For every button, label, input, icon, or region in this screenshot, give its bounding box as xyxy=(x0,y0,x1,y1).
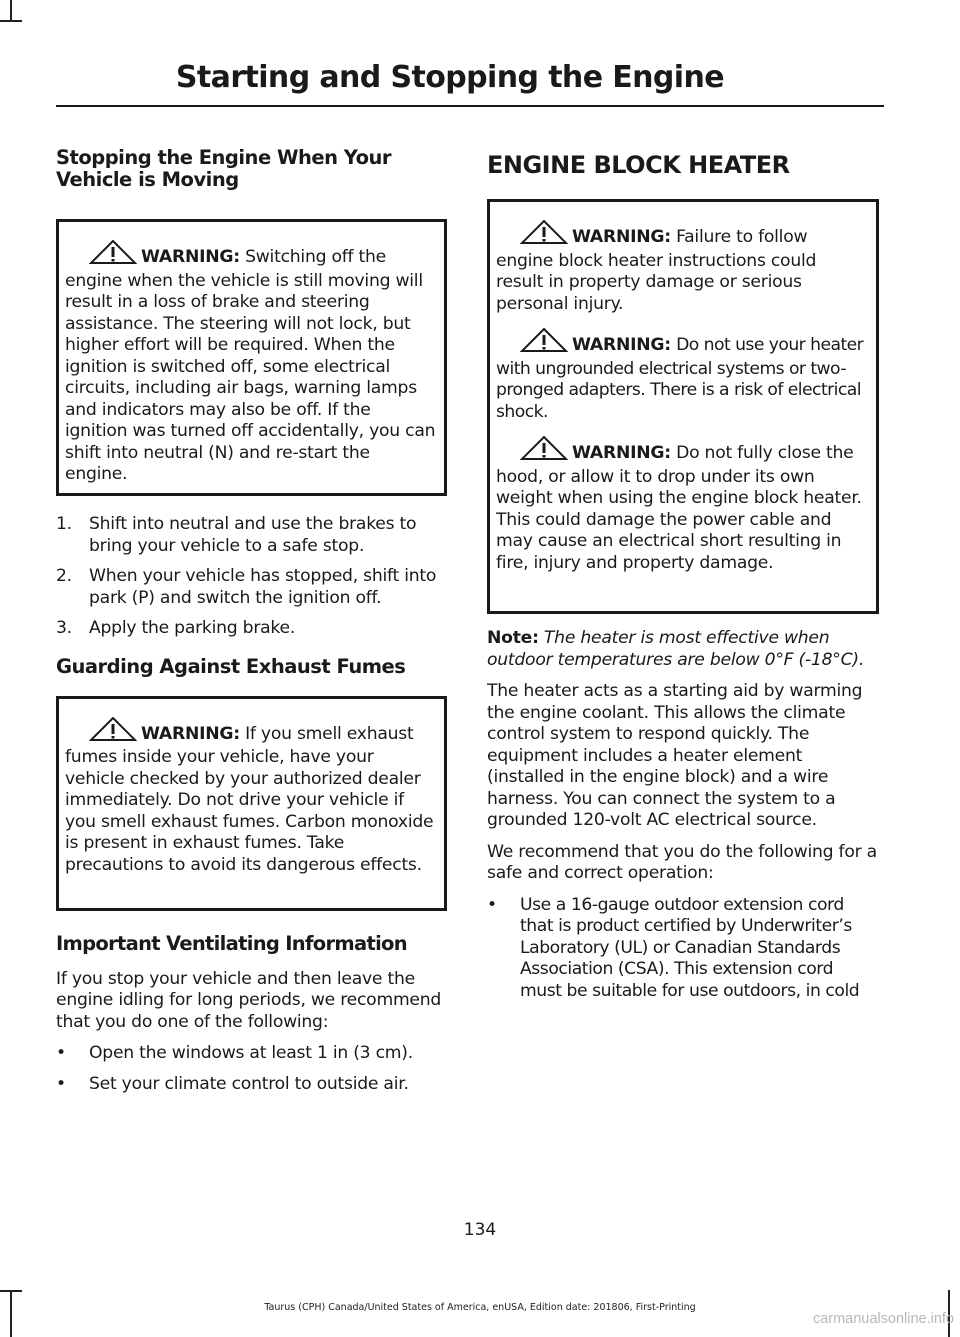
list-item-text: When your vehicle has stopped, shift into park (P) and switch the ignition off. xyxy=(89,566,437,608)
warning-triangle-icon xyxy=(520,220,568,251)
list-item xyxy=(56,514,447,557)
warning-label: WARNING: xyxy=(572,443,671,463)
right-column xyxy=(487,147,879,1002)
list-item-text: Apply the parking brake. xyxy=(89,618,296,638)
warning-item xyxy=(496,328,868,423)
warning-label: WARNING: xyxy=(572,227,671,247)
crop-mark xyxy=(0,1290,22,1292)
heater-bullets xyxy=(487,895,879,1003)
warning-text: Do not use your heater with ungrounded electrical systems or two-pronged adapters. There is a risk of electrical shock. xyxy=(496,335,864,422)
warning-text: Switching off the engine when the vehicle is still moving will result in a loss of brake and steering assistance. The steering will not lock, but higher effort will be required. When the ignition is switched off, some electrical circuits, including air bags, warning lamps and indicators may also be off. If the ignition was turned off accidentally, you can shift into neutral (N) and re-start the engine. xyxy=(65,247,436,484)
warning-label: WARNING: xyxy=(141,723,240,744)
header-rule xyxy=(56,105,884,107)
warning-label: WARNING: xyxy=(141,247,240,267)
list-item-text: Set your climate control to outside air. xyxy=(89,1073,409,1094)
warning-item xyxy=(496,436,868,574)
list-marker: • xyxy=(487,894,497,915)
warning-triangle-icon xyxy=(520,436,568,467)
list-item xyxy=(487,895,879,1003)
list-marker: 2. xyxy=(56,566,72,586)
watermark: carmanualsonline.info xyxy=(812,1311,954,1327)
ventilating-heading: Important Ventilating Information xyxy=(56,931,407,955)
note-text: The heater is most effective when outdoor temperatures are below 0°F (-18°C). xyxy=(487,628,865,670)
page-number: 134 xyxy=(463,1220,497,1240)
crop-mark xyxy=(0,20,22,22)
list-marker: • xyxy=(56,1073,66,1094)
warning-label: WARNING: xyxy=(572,335,671,355)
list-marker: 1. xyxy=(56,514,72,534)
warning-triangle-icon xyxy=(89,240,137,271)
engine-block-heater-heading: ENGINE BLOCK HEATER xyxy=(487,151,790,179)
list-marker: • xyxy=(56,1043,66,1063)
list-item-text: Shift into neutral and use the brakes to bring your vehicle to a safe stop. xyxy=(89,514,417,556)
list-item-text: Open the windows at least 1 in (3 cm). xyxy=(89,1043,413,1063)
list-item xyxy=(56,1043,447,1065)
heater-description: The heater acts as a starting aid by warming the engine coolant. This allows the climate control system to respond quickly. The equipment includes a heater element (installed in the engine block) and a wire harness. You can connect the system to a grounded 120-volt AC electrical source. xyxy=(487,681,863,830)
exhaust-heading: Guarding Against Exhaust Fumes xyxy=(56,654,406,678)
stopping-warning-box xyxy=(56,219,447,496)
list-item xyxy=(56,1074,447,1096)
warning-text: Failure to follow engine block heater instructions could result in property damage or serious personal injury. xyxy=(496,227,817,314)
heater-warning-box xyxy=(487,199,879,614)
footer-edition-info: Taurus (CPH) Canada/United States of America, enUSA, Edition date: 201806, First-Printing xyxy=(264,1302,696,1313)
stopping-steps-list xyxy=(56,514,447,640)
warning-text: Do not fully close the hood, or allow it to drop under its own weight when using the engine block heater. This could damage the power cable and may cause an electrical short resulting in fire, injury and property damage. xyxy=(496,443,862,573)
page-header-title: Starting and Stopping the Engine xyxy=(175,60,724,95)
exhaust-warning-box xyxy=(56,696,447,911)
stopping-heading: Stopping the Engine When Your Vehicle is Moving xyxy=(56,146,391,191)
recommendation-intro: We recommend that you do the following for a safe and correct operation: xyxy=(487,841,877,883)
warning-triangle-icon xyxy=(89,717,137,748)
list-item-text: Use a 16-gauge outdoor extension cord that is product certified by Underwriter’s Laboratory (UL) or Canadian Standards Association (CSA). This extension cord must be suitable for use outdoors, in cold xyxy=(520,894,860,1001)
warning-triangle-icon xyxy=(520,328,568,359)
warning-item xyxy=(496,220,868,315)
ventilating-bullets xyxy=(56,1043,447,1095)
warning-item xyxy=(65,717,436,877)
left-column xyxy=(56,147,447,1095)
ventilating-text: If you stop your vehicle and then leave the engine idling for long periods, we recommend that you do one of the following: xyxy=(56,968,442,1032)
list-marker: 3. xyxy=(56,618,72,638)
crop-mark xyxy=(10,0,12,20)
warning-item xyxy=(65,240,436,486)
list-item xyxy=(56,618,447,640)
crop-mark xyxy=(10,1290,12,1337)
warning-text: If you smell exhaust fumes inside your vehicle, have your vehicle checked by your authorized dealer immediately. Do not drive your vehicle if you smell exhaust fumes. Carbon monoxide is present in exhaust fumes. Take precautions to avoid its dangerous effects. xyxy=(65,723,434,875)
list-item xyxy=(56,566,447,609)
note xyxy=(487,628,879,671)
note-label: Note: xyxy=(487,628,539,648)
